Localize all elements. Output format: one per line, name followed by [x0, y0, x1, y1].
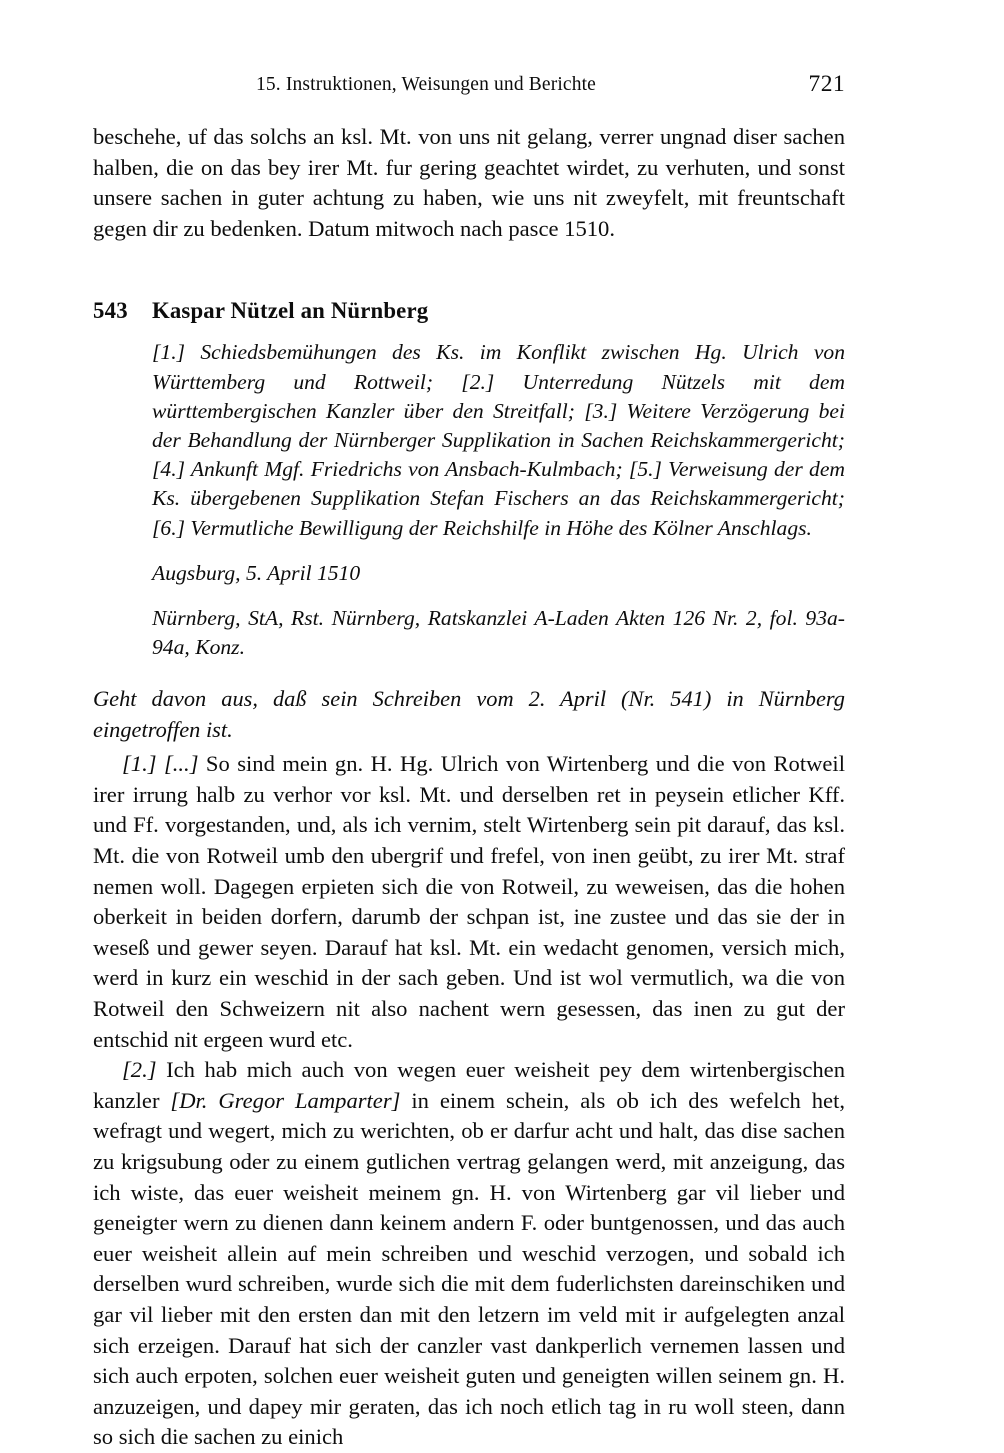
- entry-title: Kaspar Nützel an Nürnberg: [152, 298, 429, 324]
- entry-heading: [93, 296, 845, 326]
- entry-number: 543: [93, 298, 128, 324]
- page-content: [93, 71, 845, 1453]
- page-number: 721: [808, 71, 845, 97]
- section-two-text-after-name: in einem schein, als ob ich des wefelch het, wefragt und wegert, mich zu werichten, ob er darfur acht und halt, das dise sachen zu krigsubung oder zu einem gutlichen vertrag gelangen werd, mit anzeigung, das ich wiste, das euer weisheit meinem gn. H. von Wirtenberg gar vil lieber und geneigter wern zu dienen dann keinem andern F. oder buntgenossen, und das auch euer weisheit allein auf mein schreiben und weschid verzogen, und sobald ich derselben wurd schreiben, wurde sich die mit dem fuderlichsten dareinschiken und gar vil lieber mit den ersten dan mit den letzern im veld mit ir aufgelegten anzal sich erzeigen. Darauf hat sich der canzler vast dankperlich vernemen lassen und sich auch erpoten, solchen euer weisheit guten und geneigten willen seinem gn. H. anzuzeigen, und dapey mir geraten, das ich noch etlich tag in ru woll steen, dann so sich die sachen zu einich: [93, 1087, 845, 1450]
- section-one-paragraph: [93, 749, 845, 1055]
- regest-summary: [1.] Schiedsbemühungen des Ks. im Konflikt zwischen Hg. Ulrich von Württemberg und Rottweil; [2.] Unterredung Nützels mit dem württembergischen Kanzler über den Streitfall; [3.] Weitere Verzögerung bei der Behandlung der Nürnberger Supplikation in Sachen Reichskammergericht; [4.] Ankunft Mgf. Friedrichs von Ansbach-Kulmbach; [5.] Verweisung der dem Ks. übergebenen Supplikation Stefan Fischers an das Reichskammergericht; [6.] Vermutliche Bewilligung der Reichshilfe in Höhe des Kölner Anschlags.: [152, 340, 845, 540]
- entry-dateline: Augsburg, 5. April 1510: [152, 560, 361, 585]
- section-two-paragraph: [93, 1055, 845, 1453]
- section-two-marker: [2.]: [122, 1057, 157, 1083]
- running-header: [93, 71, 845, 108]
- editor-note: Geht davon aus, daß sein Schreiben vom 2. April (Nr. 541) in Nürnberg eingetroffen ist.: [93, 686, 845, 742]
- section-two-inline-name: [Dr. Gregor Lamparter]: [170, 1087, 401, 1113]
- continued-paragraph: beschehe, uf das solchs an ksl. Mt. von uns nit gelang, verrer ungnad diser sachen halben, die on das bey irer Mt. fur gering geachtet wirdet, zu verhuten, und sonst unsere sachen in guter achtung zu haben, wie uns nit zweyfelt, mit freuntschaft gegen dir zu bedenken. Datum mitwoch nach pasce 1510.: [93, 124, 845, 241]
- running-head-title: 15. Instruktionen, Weisungen und Berichte: [256, 74, 596, 95]
- editor-note-block: [93, 684, 845, 745]
- entry-archival-reference: Nürnberg, StA, Rst. Nürnberg, Ratskanzlei A-Laden Akten 126 Nr. 2, fol. 93a-94a, Konz.: [152, 606, 845, 660]
- regest-block: [152, 338, 845, 662]
- section-one-text: So sind mein gn. H. Hg. Ulrich von Wirtenberg und die von Rotweil irer irrung halb zu verhor vor ksl. Mt. und derselben ret in peysein etlicher Kff. und Ff. vorgestanden, und, als ich vernim, stelt Wirtenberg sein pit darauf, das ksl. Mt. die von Rotweil umb den ubergrif und frefel, von inen geübt, zu irer Mt. straf nemen woll. Dagegen erpieten sich die von Rotweil, zu weweisen, das die hohen oberkeit in beiden dorfern, darumb der schpan ist, ine zustee und das sie der in weseß und gewer seyen. Darauf hat ksl. Mt. ein wedacht genomen, versich mich, werd in kurz ein weschid in der sach geben. Und ist wol vermutlich, wa die von Rotweil den Schweizern nit also nachent wern gesessen, das inen zu gut der entschid nit ergeen wurd etc.: [93, 751, 845, 1052]
- section-two-text-before-name: Ich hab mich auch von wegen euer weisheit pey dem wirtenbergischen kanzler: [93, 1057, 845, 1113]
- section-one-marker: [1.] [...]: [122, 751, 199, 777]
